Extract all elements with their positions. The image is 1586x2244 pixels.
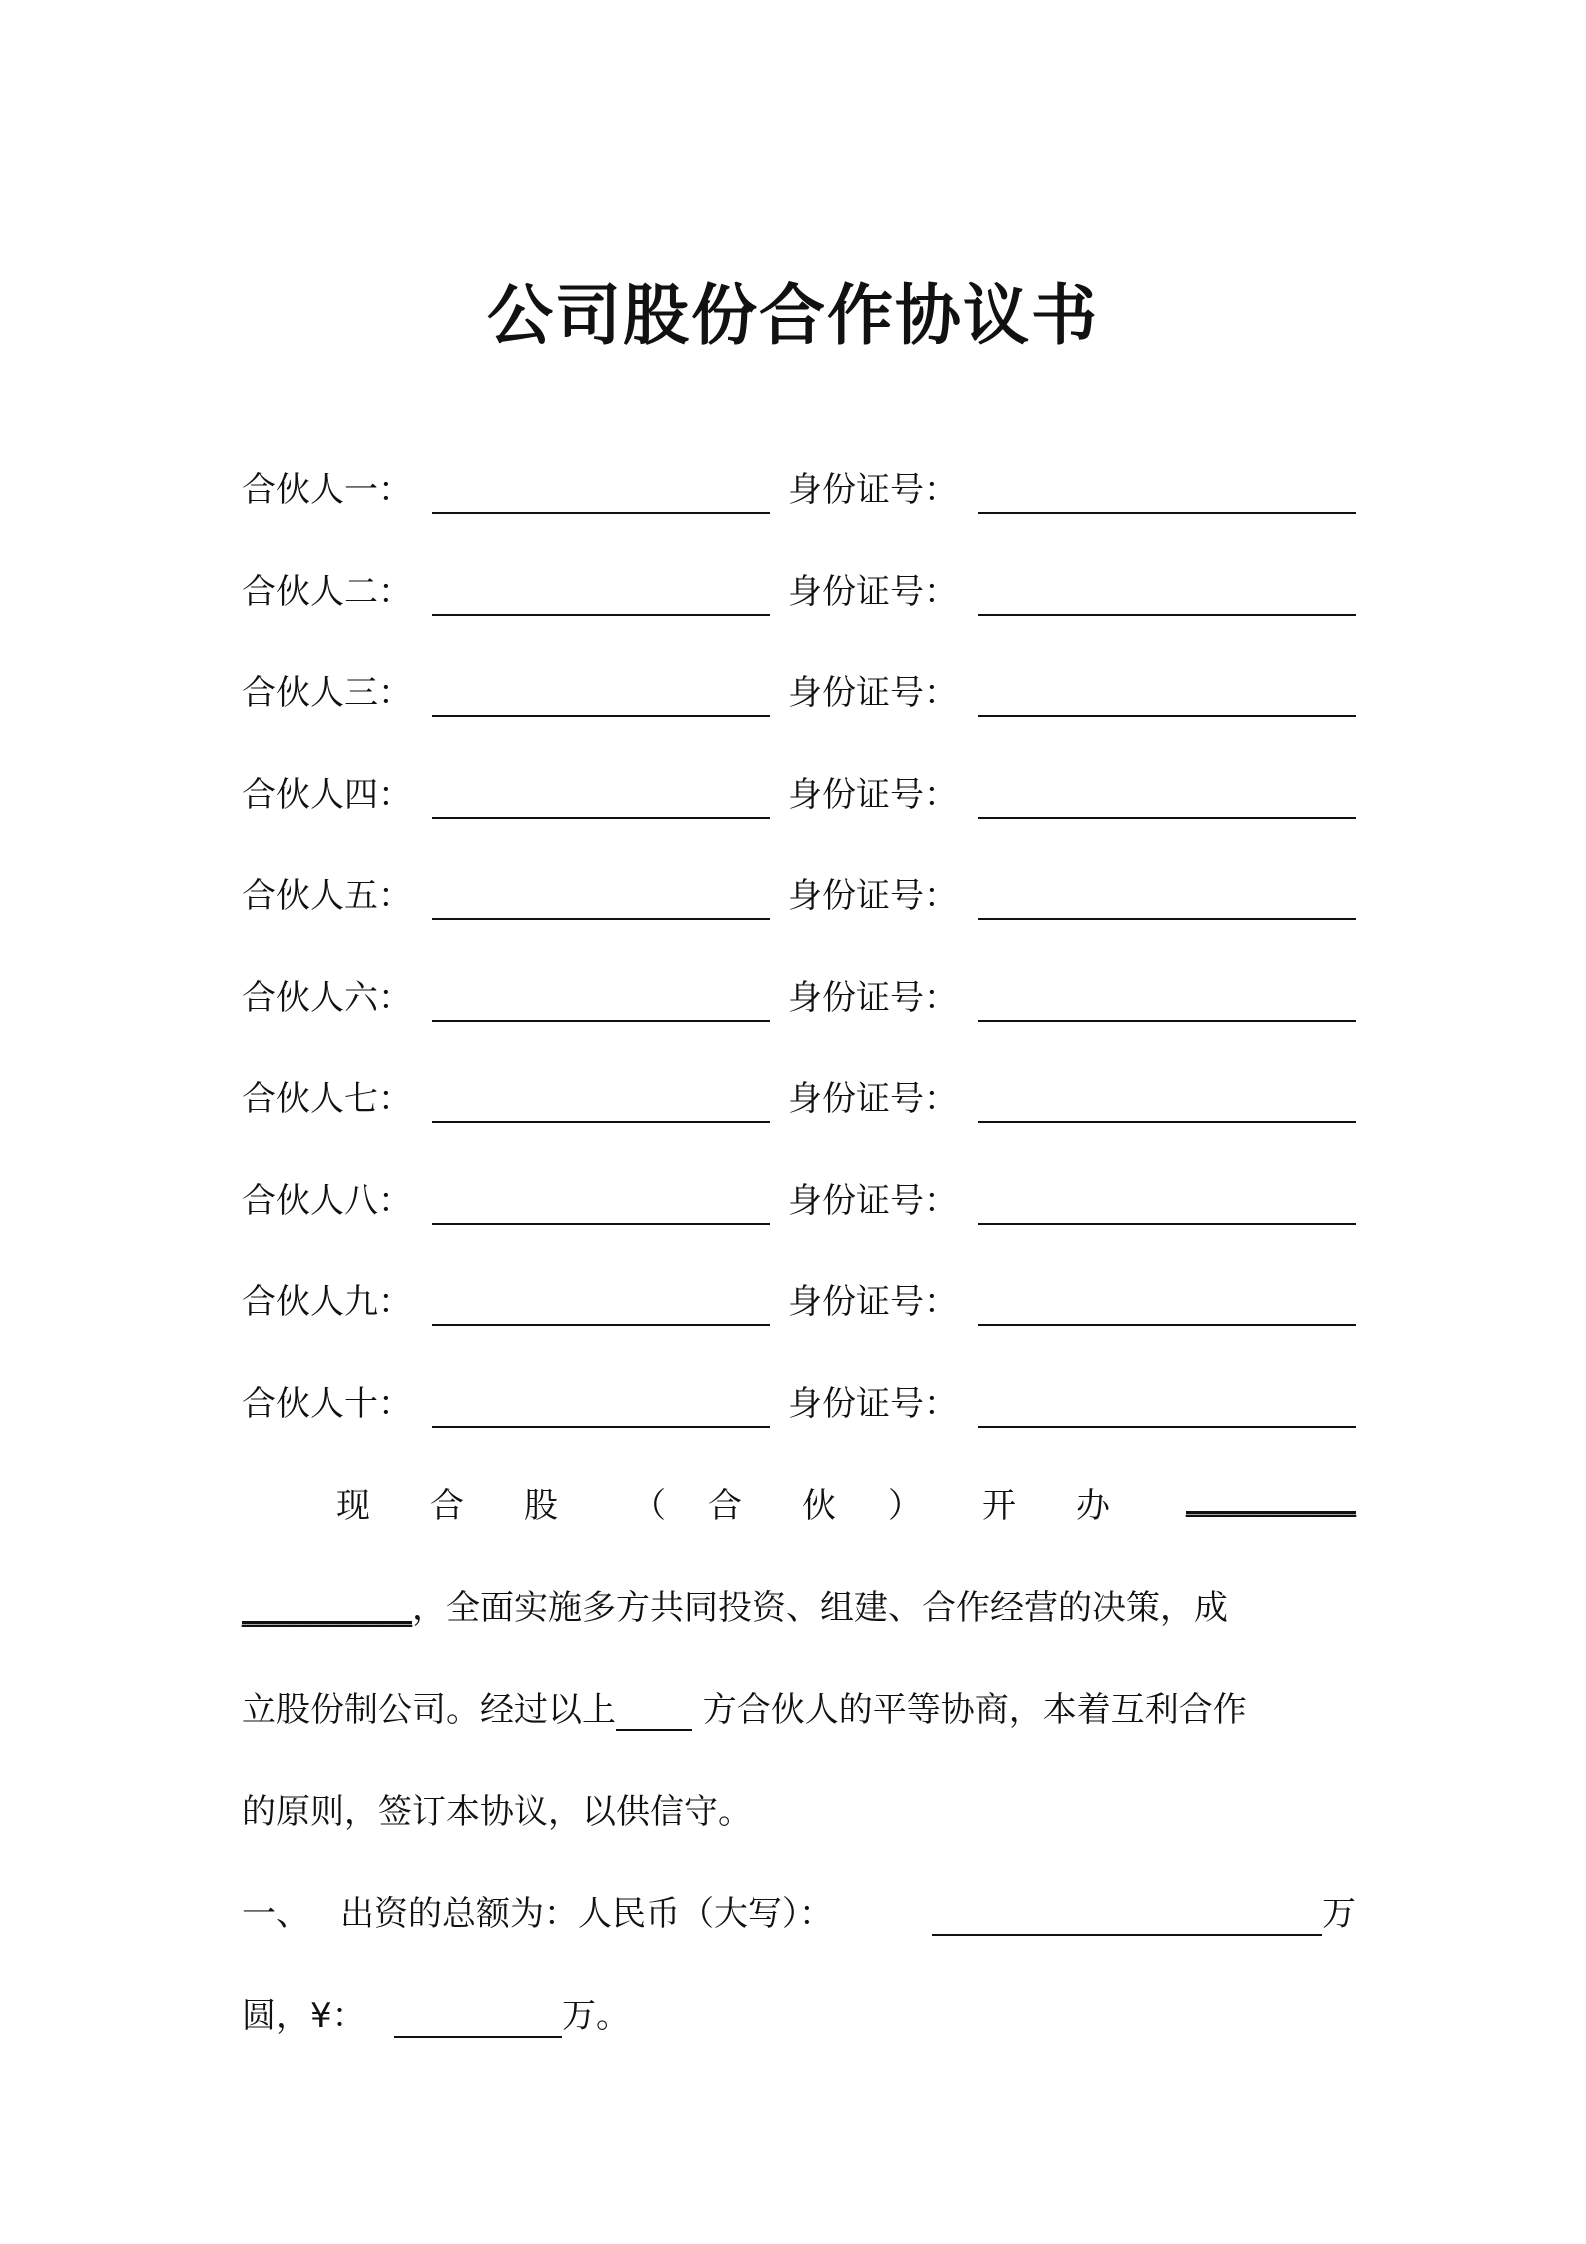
section-1-suffix: 万。 (562, 1996, 630, 2036)
partner-row (242, 1071, 1356, 1131)
intro-char: （ (632, 1486, 666, 1526)
intro-line-2 (242, 1580, 1228, 1629)
intro-blank-1[interactable]: __________ (1186, 1478, 1356, 1518)
partner-row (242, 868, 1356, 928)
intro-char: ） (888, 1486, 922, 1526)
partner-row (242, 1173, 1356, 1233)
partner-label: 合伙人五： (242, 876, 412, 916)
partner-row (242, 767, 1356, 827)
amount-uppercase-blank[interactable] (932, 1886, 1322, 1936)
intro-text-4: 的原则，签订本协议，以供信守。 (242, 1792, 752, 1832)
id-number-field[interactable] (978, 1426, 1356, 1428)
id-number-field[interactable] (978, 614, 1356, 616)
partner-row (242, 462, 1356, 522)
section-1-line-1 (242, 1886, 1356, 1946)
id-number-field[interactable] (978, 1121, 1356, 1123)
partner-row (242, 1274, 1356, 1334)
partner-name-field[interactable] (432, 918, 770, 920)
partner-name-field[interactable] (432, 1426, 770, 1428)
intro-char: 伙 (802, 1486, 836, 1526)
section-1-prefix: 圆，¥： (242, 1996, 366, 2036)
partner-label: 合伙人二： (242, 572, 412, 612)
intro-line-4 (242, 1784, 752, 1833)
id-number-field[interactable] (978, 1020, 1356, 1022)
id-number-label: 身份证号： (788, 1079, 958, 1119)
partner-label: 合伙人七： (242, 1079, 412, 1119)
partner-name-field[interactable] (432, 512, 770, 514)
intro-text-3a: 立股份制公司。经过以上 (242, 1690, 616, 1730)
partner-label: 合伙人一： (242, 470, 412, 510)
partner-label: 合伙人九： (242, 1282, 412, 1322)
id-number-label: 身份证号： (788, 978, 958, 1018)
id-number-field[interactable] (978, 715, 1356, 717)
intro-blank-2[interactable]: __________ (242, 1588, 412, 1628)
partner-name-field[interactable] (432, 1223, 770, 1225)
intro-text-3b: 方合伙人的平等协商，本着互利合作 (692, 1690, 1247, 1730)
intro-text-2: ，全面实施多方共同投资、组建、合作经营的决策，成 (412, 1588, 1228, 1628)
id-number-field[interactable] (978, 1324, 1356, 1326)
intro-char: 合 (708, 1486, 742, 1526)
partner-label: 合伙人三： (242, 673, 412, 713)
id-number-field[interactable] (978, 512, 1356, 514)
partner-name-field[interactable] (432, 1020, 770, 1022)
partner-name-field[interactable] (432, 817, 770, 819)
intro-line-3 (242, 1682, 1247, 1731)
section-1-number: 一、 (242, 1894, 310, 1934)
id-number-label: 身份证号： (788, 1181, 958, 1221)
partner-row (242, 665, 1356, 725)
id-number-label: 身份证号： (788, 572, 958, 612)
partner-row (242, 564, 1356, 624)
id-number-field[interactable] (978, 1223, 1356, 1225)
partner-name-field[interactable] (432, 1121, 770, 1123)
id-number-label: 身份证号： (788, 1384, 958, 1424)
intro-char: 现 (336, 1486, 370, 1526)
id-number-label: 身份证号： (788, 470, 958, 510)
partner-label: 合伙人十： (242, 1384, 412, 1424)
section-1-unit: 万 (1322, 1894, 1356, 1934)
intro-line-1 (242, 1478, 1356, 1526)
partner-count-blank[interactable] (616, 1689, 692, 1731)
intro-char: 开 (982, 1486, 1016, 1526)
partner-label: 合伙人八： (242, 1181, 412, 1221)
id-number-label: 身份证号： (788, 1282, 958, 1322)
intro-char: 股 (524, 1486, 558, 1526)
intro-char: 合 (430, 1486, 464, 1526)
partner-row (242, 1376, 1356, 1436)
section-1-text: 出资的总额为：人民币（大写）： (340, 1894, 833, 1934)
id-number-label: 身份证号： (788, 775, 958, 815)
document-title: 公司股份合作协议书 (487, 277, 1099, 354)
intro-char: 办 (1076, 1486, 1110, 1526)
partner-label: 合伙人六： (242, 978, 412, 1018)
partner-row (242, 970, 1356, 1030)
partner-label: 合伙人四： (242, 775, 412, 815)
amount-numeric-blank[interactable] (394, 1988, 562, 2038)
partner-name-field[interactable] (432, 715, 770, 717)
id-number-label: 身份证号： (788, 673, 958, 713)
id-number-field[interactable] (978, 817, 1356, 819)
section-1-line-2 (242, 1988, 842, 2048)
partner-name-field[interactable] (432, 614, 770, 616)
partner-name-field[interactable] (432, 1324, 770, 1326)
id-number-label: 身份证号： (788, 876, 958, 916)
id-number-field[interactable] (978, 918, 1356, 920)
